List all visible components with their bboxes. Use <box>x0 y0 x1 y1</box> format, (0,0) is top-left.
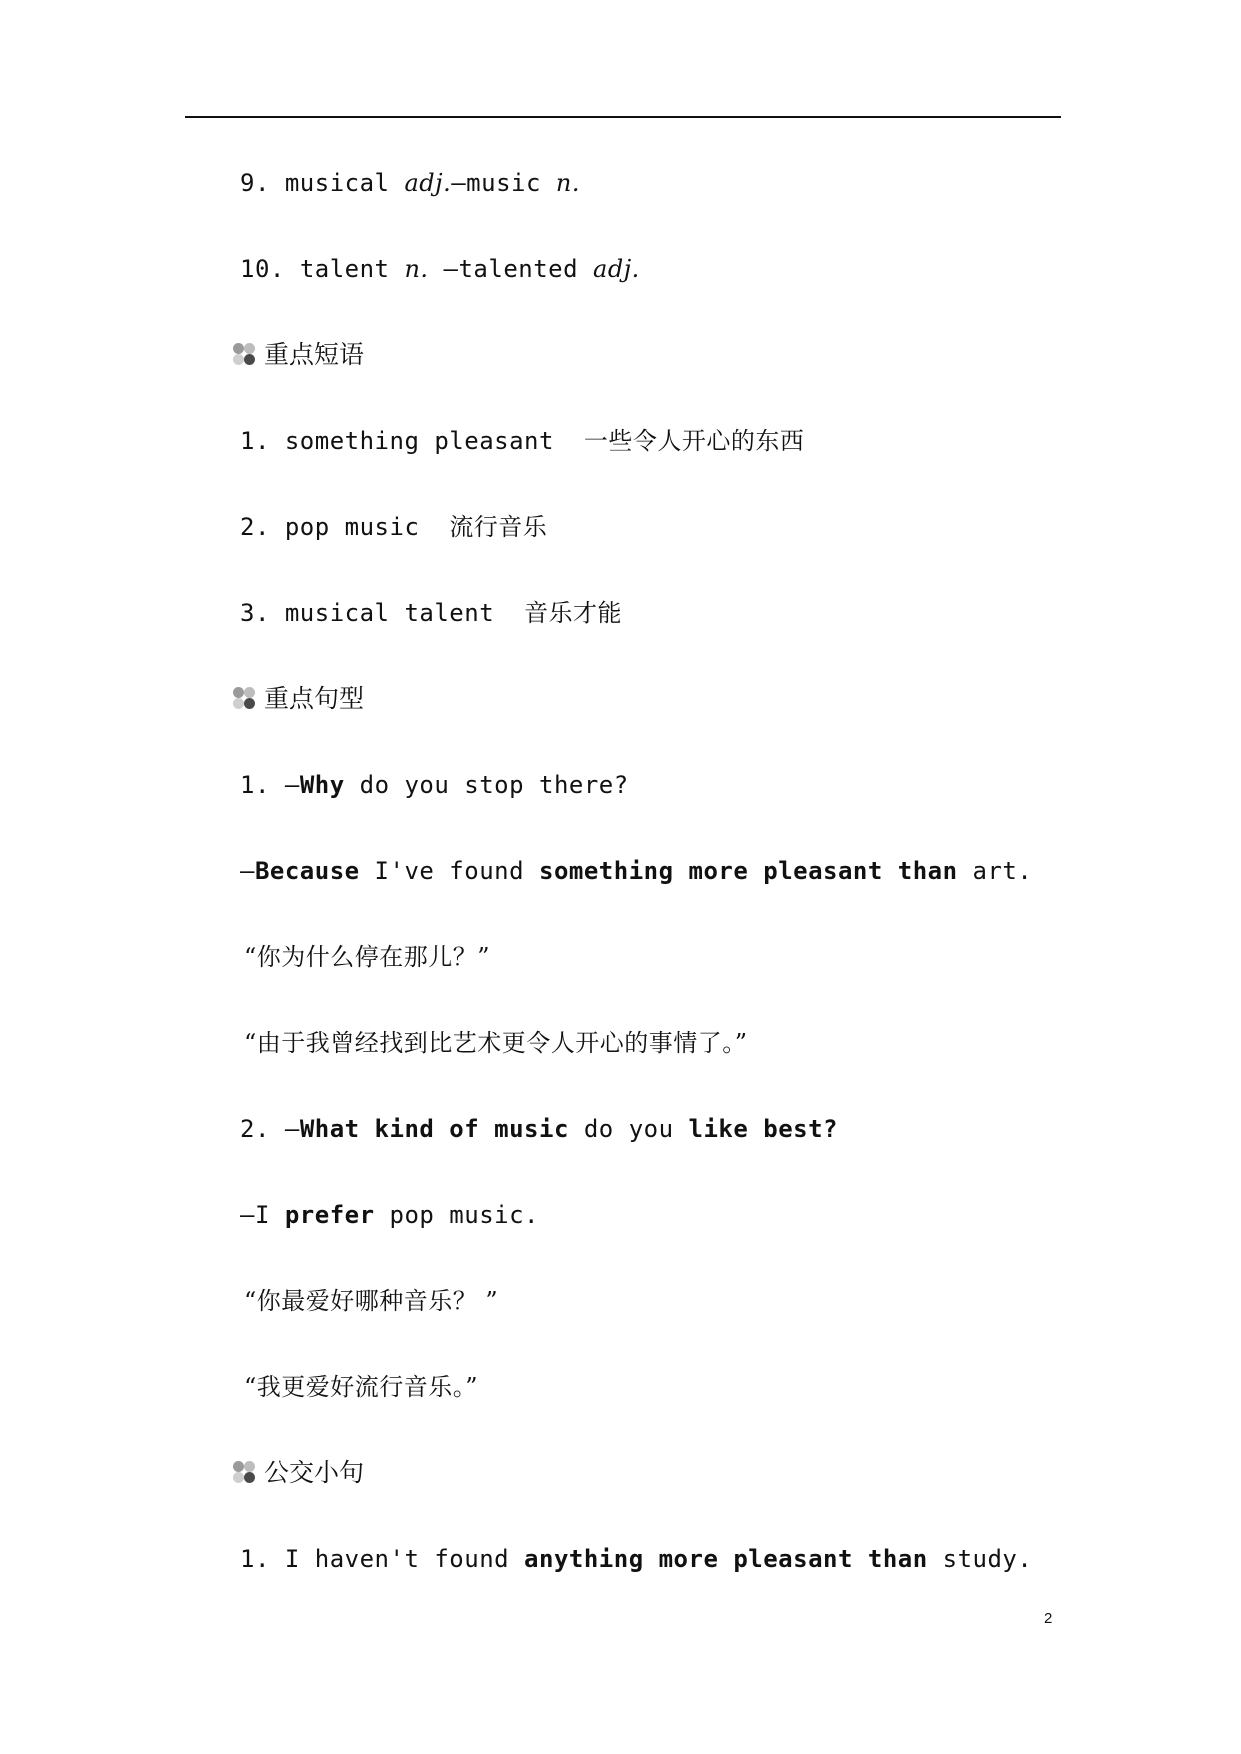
clover-icon <box>232 687 256 709</box>
sentence-1-cn-answer: “由于我曾经找到比艺术更令人开心的事情了。” <box>244 1029 748 1057</box>
sentence-1-answer: —Because I've found something more pleasant than art. <box>240 857 1033 885</box>
clover-icon <box>232 1461 256 1483</box>
sentence-2-cn-answer: “我更爱好流行音乐。” <box>244 1373 479 1401</box>
clover-icon <box>232 343 256 365</box>
section-heading-phrases: 重点短语 <box>232 340 364 370</box>
vocab-item-10: 10. talent n. —talented adj. <box>240 255 640 283</box>
phrase-item: 2. pop music 流行音乐 <box>240 513 548 541</box>
sentence-2-answer: —I prefer pop music. <box>240 1201 540 1229</box>
sentence-1-question: 1. —Why do you stop there? <box>240 771 629 799</box>
sentence-2-question: 2. —What kind of music do you like best? <box>240 1115 838 1143</box>
daily-sentence-1: 1. I haven't found anything more pleasant than study. <box>240 1545 1033 1573</box>
phrase-item: 1. something pleasant 一些令人开心的东西 <box>240 427 805 455</box>
phrase-item: 3. musical talent 音乐才能 <box>240 599 623 627</box>
section-heading-daily: 公交小句 <box>232 1458 364 1488</box>
section-heading-sentences: 重点句型 <box>232 684 364 714</box>
sentence-1-cn-question: “你为什么停在那儿？” <box>244 943 491 971</box>
sentence-2-cn-question: “你最爱好哪种音乐？ ” <box>244 1287 499 1315</box>
page-number: 2 <box>1044 1610 1053 1627</box>
header-rule <box>185 116 1061 118</box>
vocab-item-9: 9. musical adj.—music n. <box>240 169 580 197</box>
